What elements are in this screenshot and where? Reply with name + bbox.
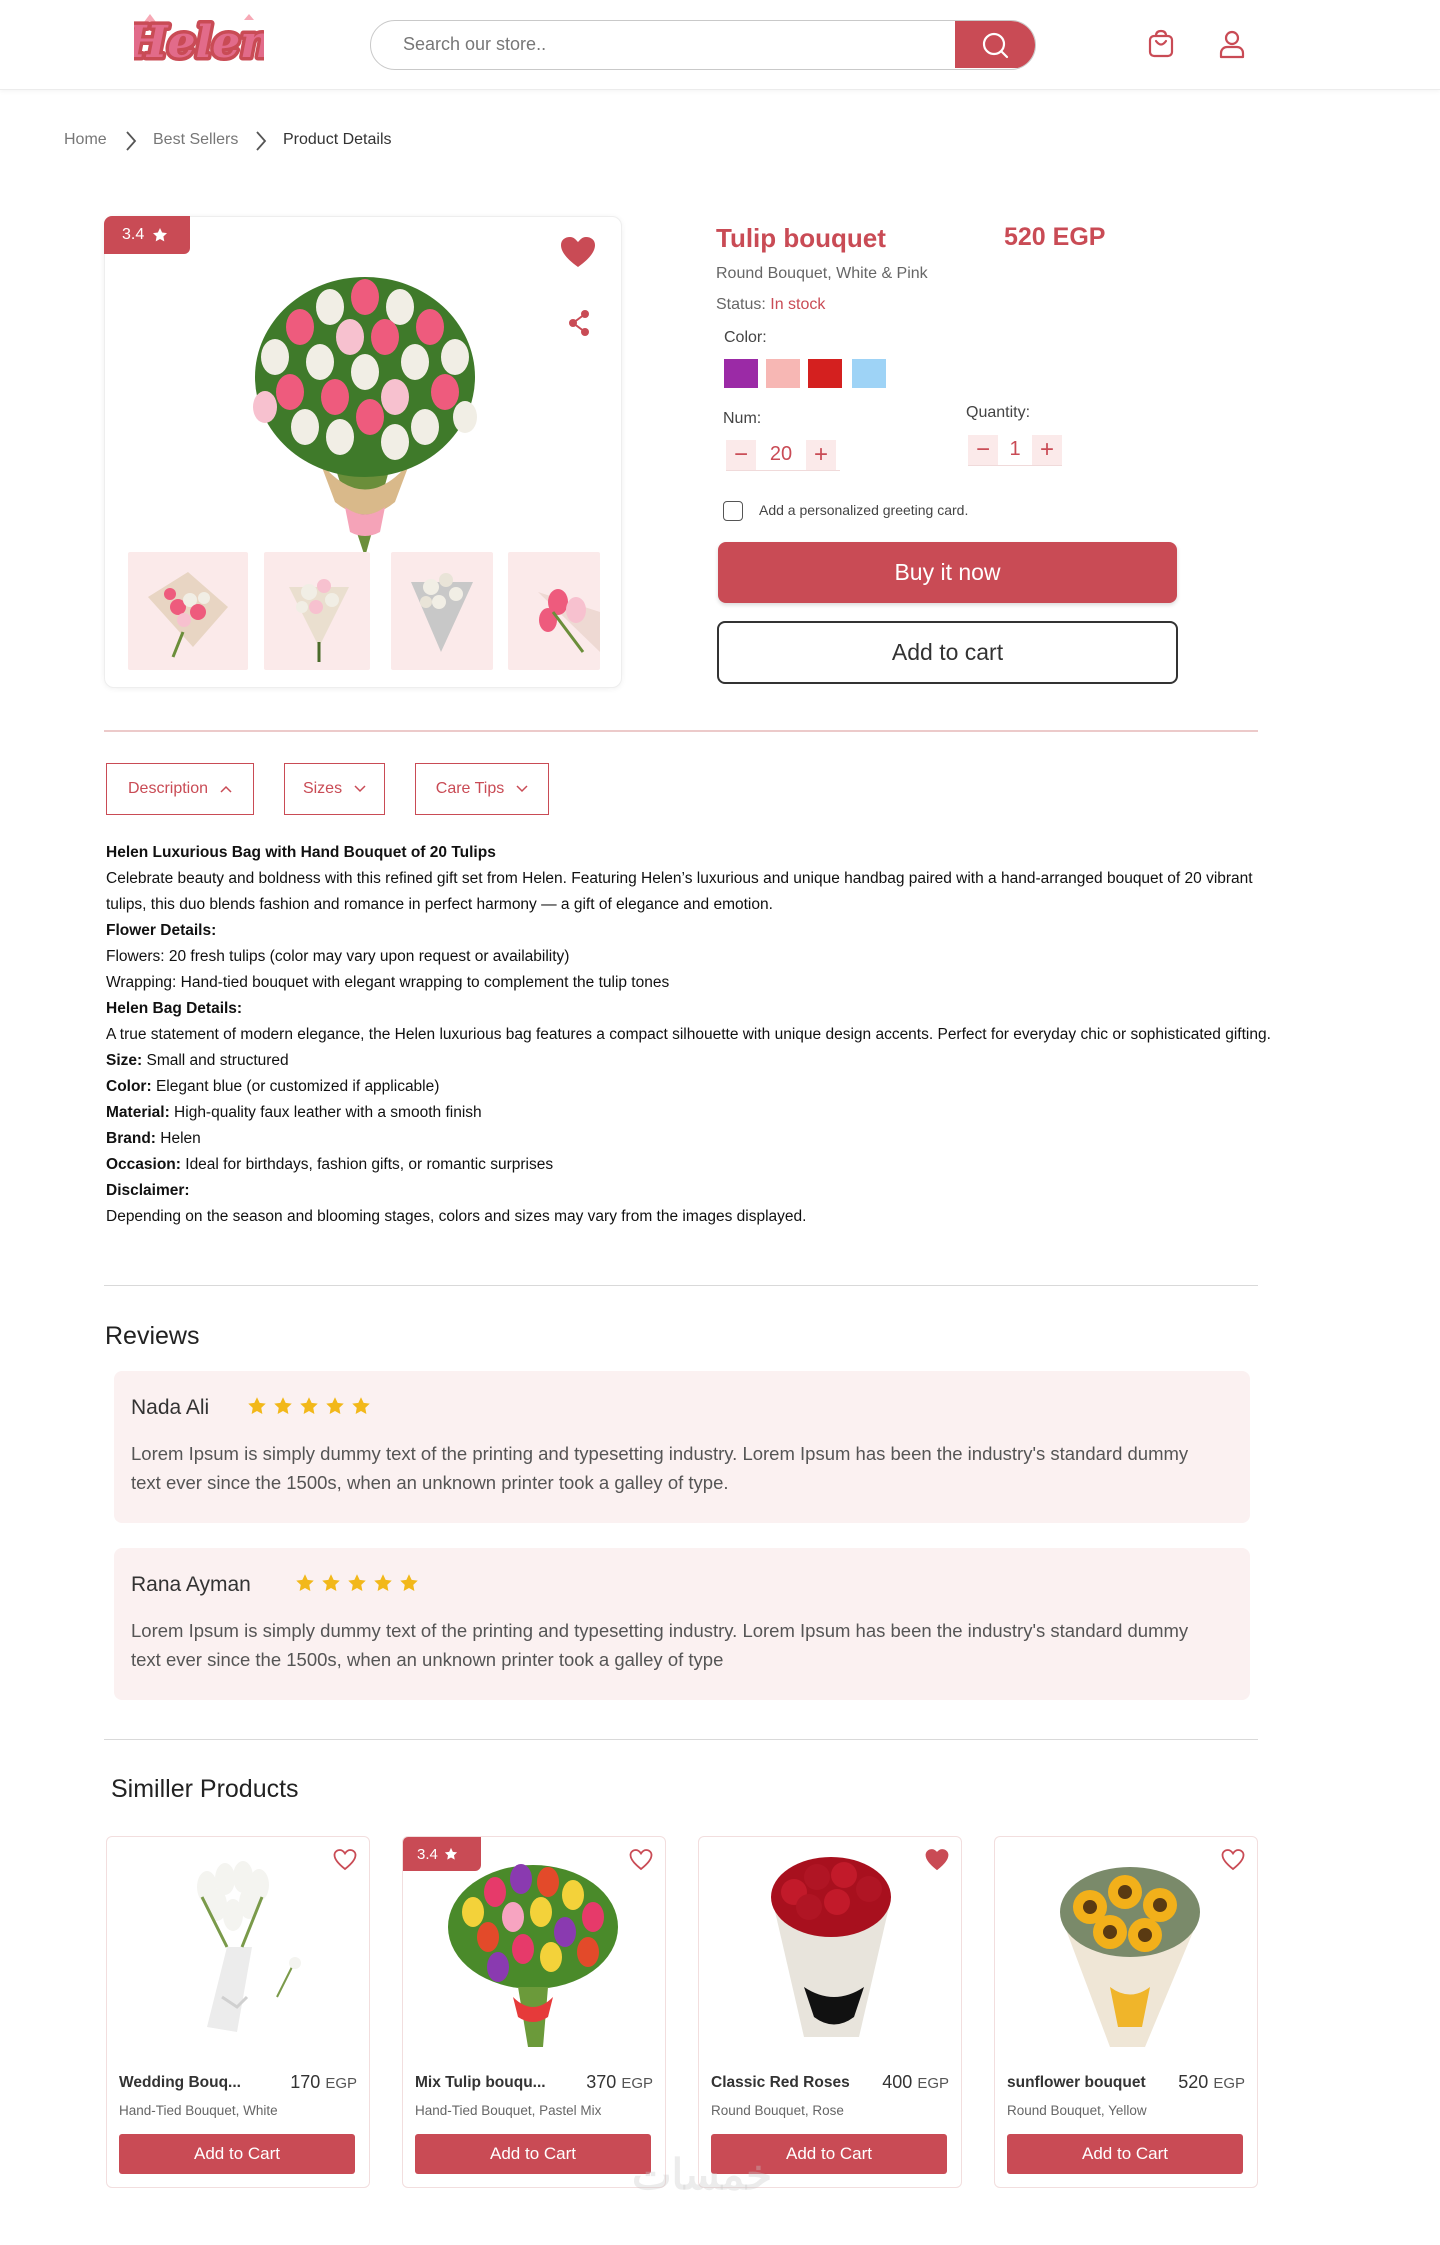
search-input[interactable]	[371, 21, 957, 68]
flower-details-wrapping: Wrapping: Hand-tied bouquet with elegant wrapping to complement the tulip tones	[106, 974, 670, 991]
star-icon	[351, 1396, 371, 1416]
favorite-heart-icon[interactable]	[333, 1849, 357, 1871]
search-icon	[981, 31, 1009, 59]
product-card[interactable]	[698, 1836, 962, 2188]
product-card-subtitle: Hand-Tied Bouquet, White	[119, 2103, 278, 2118]
occasion-label: Occasion:	[106, 1156, 181, 1173]
add-to-cart-button[interactable]: Add to Cart	[119, 2134, 355, 2174]
star-icon	[299, 1396, 319, 1416]
size-value: Small and structured	[142, 1052, 289, 1069]
tab-sizes[interactable]	[284, 763, 385, 815]
quantity-stepper	[968, 434, 1062, 466]
product-card[interactable]	[994, 1836, 1258, 2188]
site-header	[0, 0, 1440, 90]
review-stars	[295, 1573, 419, 1593]
thumbnail-2[interactable]	[264, 552, 370, 670]
tab-sizes-label: Sizes	[302, 780, 343, 797]
shopping-bag-icon	[1146, 29, 1176, 59]
product-card-subtitle: Round Bouquet, Rose	[711, 2103, 844, 2118]
product-title: Tulip bouquet	[716, 223, 886, 253]
thumbnail-4[interactable]	[508, 552, 600, 670]
favorite-heart-icon[interactable]	[560, 237, 596, 269]
num-stepper	[726, 439, 840, 471]
quantity-increment-button[interactable]: +	[1032, 435, 1062, 465]
brand-label: Brand:	[106, 1130, 156, 1147]
review-text: Lorem Ipsum is simply dummy text of the printing and typesetting industry. Lorem Ipsum has been the industry's standard dummy text ever since the 1500s, when an unknown printer took a galley of type	[131, 1620, 1189, 1670]
star-icon	[347, 1573, 367, 1593]
star-icon	[273, 1396, 293, 1416]
product-card-currency: EGP	[621, 2075, 653, 2092]
chevron-up-icon	[220, 785, 232, 793]
size-label: Size:	[106, 1052, 143, 1069]
rating-value: 3.4	[122, 226, 145, 243]
favorite-heart-icon[interactable]	[1221, 1849, 1245, 1871]
breadcrumb-home[interactable]: Home	[64, 131, 107, 148]
product-card-name: sunflower bouquet	[1007, 2074, 1146, 2091]
account-button[interactable]	[1214, 26, 1250, 62]
product-card[interactable]	[106, 1836, 370, 2188]
reviewer-name: Nada Ali	[131, 1396, 210, 1419]
product-image	[107, 1837, 368, 2060]
divider	[104, 730, 1258, 732]
color-swatch-red[interactable]	[808, 359, 842, 388]
bag-details-heading: Helen Bag Details:	[106, 1000, 243, 1017]
product-card-price	[586, 2072, 653, 2093]
product-subtitle: Round Bouquet, White & Pink	[716, 265, 928, 282]
description-heading: Helen Luxurious Bag with Hand Bouquet of 20 Tulips	[106, 844, 496, 861]
disclaimer-text: Depending on the season and blooming stages, colors and sizes may vary from the images displayed.	[106, 1208, 807, 1225]
logo-text: ele	[167, 17, 241, 68]
num-value[interactable]: 20	[769, 443, 793, 465]
star-icon	[152, 227, 168, 243]
product-card-name: Mix Tulip bouqu...	[415, 2074, 546, 2091]
review-card	[114, 1371, 1250, 1523]
status-value: In stock	[770, 296, 826, 313]
tab-description-label: Description	[127, 780, 209, 797]
color-swatch-blue[interactable]	[852, 359, 886, 388]
star-icon	[373, 1573, 393, 1593]
color-swatch-purple[interactable]	[724, 359, 758, 388]
logo[interactable]	[134, 10, 264, 76]
material-value: High-quality faux leather with a smooth finish	[169, 1104, 482, 1121]
review-card	[114, 1548, 1250, 1700]
breadcrumb-current: Product Details	[283, 131, 392, 148]
product-image	[699, 1837, 960, 2060]
chevron-down-icon	[516, 785, 528, 793]
occasion-value: Ideal for birthdays, fashion gifts, or romantic surprises	[180, 1156, 554, 1173]
search-button[interactable]	[955, 21, 1035, 68]
favorite-heart-icon[interactable]	[629, 1849, 653, 1871]
product-description	[106, 840, 1286, 1230]
product-card-name: Wedding Bouq...	[119, 2074, 241, 2091]
share-icon[interactable]	[567, 309, 591, 337]
add-to-cart-button[interactable]: Add to Cart	[415, 2134, 651, 2174]
star-icon	[247, 1396, 267, 1416]
star-icon	[399, 1573, 419, 1593]
search-bar	[370, 20, 1036, 70]
watermark: خمسات	[632, 2151, 773, 2198]
greeting-card-checkbox[interactable]	[723, 501, 743, 521]
product-card-price	[290, 2072, 357, 2093]
material-label: Material:	[106, 1104, 170, 1121]
product-card-subtitle: Hand-Tied Bouquet, Pastel Mix	[415, 2103, 602, 2118]
review-text: Lorem Ipsum is simply dummy text of the printing and typesetting industry. Lorem Ipsum has been the industry's standard dummy text ever since the 1500s, when an unknown printer took a galley of type.	[131, 1443, 1189, 1493]
add-to-cart-button[interactable]: Add to Cart	[711, 2134, 947, 2174]
quantity-label: Quantity:	[966, 404, 1031, 421]
cart-button[interactable]	[1143, 26, 1179, 62]
product-price: 520 EGP	[1004, 223, 1106, 251]
add-to-cart-button[interactable]: Add to Cart	[1007, 2134, 1243, 2174]
greeting-card-label: Add a personalized greeting card.	[759, 502, 969, 518]
thumbnail-1[interactable]	[128, 552, 248, 670]
rating-badge	[403, 1837, 481, 1871]
product-card-price-value: 370	[586, 2072, 617, 2092]
divider	[104, 1285, 1258, 1286]
product-card-currency: EGP	[325, 2075, 357, 2092]
product-card-subtitle: Round Bouquet, Yellow	[1007, 2103, 1147, 2118]
flower-details-heading: Flower Details:	[106, 922, 217, 939]
reviews-title: Reviews	[105, 1322, 200, 1350]
tab-care-tips[interactable]	[415, 763, 549, 815]
chevron-right-icon	[124, 130, 138, 152]
quantity-decrement-button[interactable]: −	[968, 435, 998, 465]
star-icon	[325, 1396, 345, 1416]
product-card-name: Classic Red Roses	[711, 2074, 850, 2091]
color-label: Color:	[724, 329, 767, 346]
product-card[interactable]	[402, 1836, 666, 2188]
reviewer-name: Rana Ayman	[131, 1573, 251, 1596]
num-label: Num:	[723, 410, 762, 427]
favorite-heart-icon[interactable]	[925, 1849, 949, 1871]
rating-badge	[104, 216, 190, 254]
disclaimer-label: Disclaimer:	[106, 1182, 190, 1199]
product-card-price-value: 520	[1178, 2072, 1209, 2092]
num-increment-button[interactable]: +	[806, 440, 836, 470]
tab-description[interactable]	[106, 763, 254, 815]
color-swatch-pink[interactable]	[766, 359, 800, 388]
bag-color-label: Color:	[106, 1078, 152, 1095]
chevron-right-icon	[254, 130, 268, 152]
star-icon	[321, 1573, 341, 1593]
product-status	[716, 296, 825, 314]
product-card-price-value: 170	[290, 2072, 321, 2092]
logo-text-fill: ele	[167, 17, 241, 68]
user-icon	[1217, 29, 1247, 59]
divider	[104, 1739, 1258, 1740]
buy-now-button[interactable]: Buy it now	[718, 542, 1177, 603]
review-stars	[247, 1396, 371, 1416]
thumbnail-3[interactable]	[391, 552, 493, 670]
main-product-image[interactable]	[205, 237, 525, 557]
star-icon	[444, 1847, 458, 1861]
quantity-value[interactable]: 1	[1009, 438, 1021, 460]
description-intro: Celebrate beauty and boldness with this refined gift set from Helen. Featuring Helen’s luxurious and unique handbag paired with a hand-arranged bouquet of 20 vibrant tulips, this duo blends fashion and romance in perfect harmony — a gift of elegance and emotion.	[106, 870, 1253, 913]
breadcrumb-best-sellers[interactable]: Best Sellers	[153, 131, 239, 148]
product-card-price	[1178, 2072, 1245, 2093]
rating-value: 3.4	[417, 1845, 438, 1863]
product-card-currency: EGP	[917, 2075, 949, 2092]
status-label: Status:	[716, 296, 771, 313]
bag-details-text: A true statement of modern elegance, the Helen luxurious bag features a compact silhouette with unique design accents. Perfect for everyday chic or sophisticated gifting.	[106, 1026, 1271, 1043]
product-image	[995, 1837, 1256, 2060]
bag-color-value: Elegant blue (or customized if applicable)	[151, 1078, 440, 1095]
brand-value: Helen	[155, 1130, 201, 1147]
chevron-down-icon	[354, 785, 366, 793]
num-decrement-button[interactable]: −	[726, 440, 756, 470]
product-card-price	[882, 2072, 949, 2093]
product-card-currency: EGP	[1213, 2075, 1245, 2092]
star-icon	[295, 1573, 315, 1593]
similar-products-title: Similler Products	[111, 1775, 299, 1803]
tab-care-tips-label: Care Tips	[435, 780, 505, 797]
product-card-price-value: 400	[882, 2072, 913, 2092]
add-to-cart-button[interactable]: Add to cart	[717, 621, 1178, 684]
flower-details-flowers: Flowers: 20 fresh tulips (color may vary upon request or availability)	[106, 948, 570, 965]
